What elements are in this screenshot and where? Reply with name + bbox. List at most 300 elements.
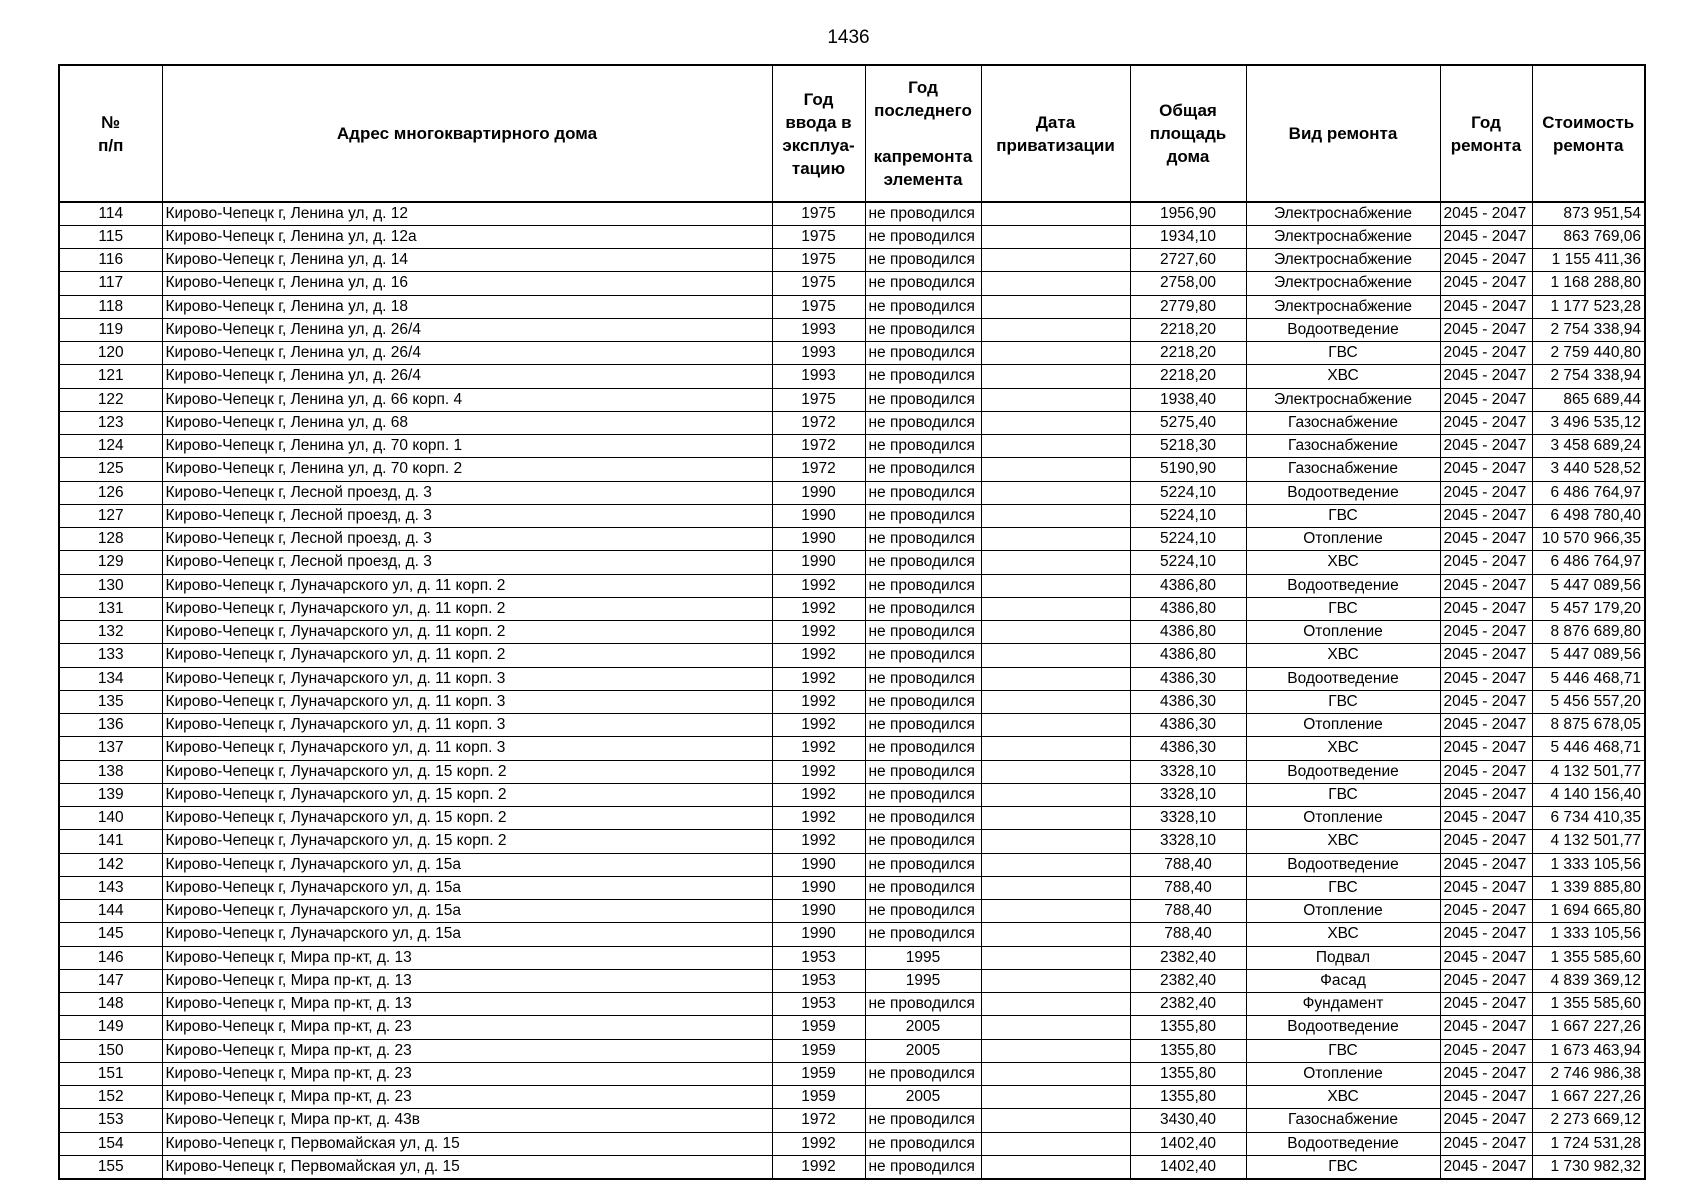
- cost-cell: 10 570 966,35: [1532, 528, 1645, 551]
- repair-year-cell: 2045 - 2047: [1440, 1062, 1532, 1085]
- area-cell: 2382,40: [1130, 969, 1246, 992]
- header-area: [1130, 65, 1246, 202]
- repair-year-cell: 2045 - 2047: [1440, 1132, 1532, 1155]
- repair-type-cell: ХВС: [1246, 737, 1440, 760]
- address-cell: Кирово-Чепецк г, Луначарского ул, д. 11 корп. 2: [162, 597, 772, 620]
- header-line: последнего: [874, 101, 972, 120]
- repair-year-cell: 2045 - 2047: [1440, 993, 1532, 1016]
- area-cell: 5224,10: [1130, 528, 1246, 551]
- repair-year-cell: 2045 - 2047: [1440, 667, 1532, 690]
- year-built-cell: 1990: [772, 923, 865, 946]
- year-built-cell: 1990: [772, 504, 865, 527]
- cost-cell: 5 447 089,56: [1532, 644, 1645, 667]
- year-built-cell: 1972: [772, 435, 865, 458]
- area-cell: 2727,60: [1130, 249, 1246, 272]
- address-cell: Кирово-Чепецк г, Лесной проезд, д. 3: [162, 528, 772, 551]
- repair-year-cell: 2045 - 2047: [1440, 1086, 1532, 1109]
- header-line: тацию: [791, 158, 846, 178]
- row-number-cell: 115: [59, 225, 162, 248]
- address-cell: Кирово-Чепецк г, Лесной проезд, д. 3: [162, 551, 772, 574]
- row-number-cell: 154: [59, 1132, 162, 1155]
- area-cell: 1956,90: [1130, 202, 1246, 225]
- row-number-cell: 130: [59, 574, 162, 597]
- table-row: [59, 435, 1645, 458]
- last-repair-cell: не проводился: [865, 923, 981, 946]
- address-cell: Кирово-Чепецк г, Ленина ул, д. 26/4: [162, 365, 772, 388]
- table-row: [59, 946, 1645, 969]
- area-cell: 2218,20: [1130, 342, 1246, 365]
- last-repair-cell: не проводился: [865, 295, 981, 318]
- area-cell: 5224,10: [1130, 551, 1246, 574]
- year-built-cell: 1992: [772, 1132, 865, 1155]
- row-number-cell: 119: [59, 318, 162, 341]
- row-number-cell: 143: [59, 876, 162, 899]
- repair-year-cell: 2045 - 2047: [1440, 900, 1532, 923]
- area-cell: 4386,80: [1130, 597, 1246, 620]
- header-line: дома: [1166, 147, 1210, 166]
- area-cell: 4386,30: [1130, 667, 1246, 690]
- last-repair-cell: не проводился: [865, 993, 981, 1016]
- repair-type-cell: Подвал: [1246, 946, 1440, 969]
- repair-year-cell: 2045 - 2047: [1440, 946, 1532, 969]
- year-built-cell: 1992: [772, 644, 865, 667]
- repair-type-cell: ХВС: [1246, 644, 1440, 667]
- year-built-cell: 1972: [772, 1109, 865, 1132]
- cost-cell: 4 839 369,12: [1532, 969, 1645, 992]
- area-cell: 3328,10: [1130, 783, 1246, 806]
- repair-type-cell: ГВС: [1246, 342, 1440, 365]
- last-repair-cell: не проводился: [865, 760, 981, 783]
- row-number-cell: 116: [59, 249, 162, 272]
- privatization-cell: [981, 714, 1130, 737]
- last-repair-cell: не проводился: [865, 342, 981, 365]
- privatization-cell: [981, 830, 1130, 853]
- cost-cell: 2 754 338,94: [1532, 318, 1645, 341]
- last-repair-cell: 2005: [865, 1086, 981, 1109]
- area-cell: 3328,10: [1130, 807, 1246, 830]
- repair-type-cell: Электроснабжение: [1246, 272, 1440, 295]
- area-cell: 5224,10: [1130, 481, 1246, 504]
- row-number-cell: 123: [59, 411, 162, 434]
- year-built-cell: 1992: [772, 690, 865, 713]
- row-number-cell: 136: [59, 714, 162, 737]
- table-row: [59, 876, 1645, 899]
- last-repair-cell: не проводился: [865, 807, 981, 830]
- row-number-cell: 132: [59, 621, 162, 644]
- privatization-cell: [981, 900, 1130, 923]
- repair-year-cell: 2045 - 2047: [1440, 481, 1532, 504]
- address-cell: Кирово-Чепецк г, Ленина ул, д. 70 корп. 2: [162, 458, 772, 481]
- address-cell: Кирово-Чепецк г, Ленина ул, д. 14: [162, 249, 772, 272]
- row-number-cell: 145: [59, 923, 162, 946]
- address-cell: Кирово-Чепецк г, Луначарского ул, д. 11 корп. 2: [162, 644, 772, 667]
- table-row: [59, 411, 1645, 434]
- cost-cell: 3 496 535,12: [1532, 411, 1645, 434]
- address-cell: Кирово-Чепецк г, Луначарского ул, д. 15 корп. 2: [162, 760, 772, 783]
- cost-cell: 4 132 501,77: [1532, 760, 1645, 783]
- year-built-cell: 1992: [772, 667, 865, 690]
- privatization-cell: [981, 318, 1130, 341]
- last-repair-cell: не проводился: [865, 411, 981, 434]
- address-cell: Кирово-Чепецк г, Ленина ул, д. 12: [162, 202, 772, 225]
- header-line: п/п: [98, 135, 124, 155]
- header-line: №: [101, 112, 121, 132]
- last-repair-cell: не проводился: [865, 318, 981, 341]
- area-cell: 788,40: [1130, 923, 1246, 946]
- header-line: ремонта: [1450, 135, 1522, 155]
- repair-type-cell: Водоотведение: [1246, 667, 1440, 690]
- table-row: [59, 272, 1645, 295]
- repair-type-cell: ГВС: [1246, 1155, 1440, 1178]
- table-body: [59, 202, 1645, 1179]
- cost-cell: 1 168 288,80: [1532, 272, 1645, 295]
- table-row: [59, 458, 1645, 481]
- last-repair-cell: 2005: [865, 1016, 981, 1039]
- table-row: [59, 597, 1645, 620]
- row-number-cell: 121: [59, 365, 162, 388]
- repair-type-cell: ГВС: [1246, 876, 1440, 899]
- header-line: Год: [1471, 112, 1501, 132]
- address-cell: Кирово-Чепецк г, Лесной проезд, д. 3: [162, 481, 772, 504]
- area-cell: 1402,40: [1130, 1155, 1246, 1178]
- table-row: [59, 295, 1645, 318]
- repair-type-cell: Отопление: [1246, 900, 1440, 923]
- address-cell: Кирово-Чепецк г, Первомайская ул, д. 15: [162, 1132, 772, 1155]
- row-number-cell: 149: [59, 1016, 162, 1039]
- privatization-cell: [981, 807, 1130, 830]
- cost-cell: 1 355 585,60: [1532, 993, 1645, 1016]
- privatization-cell: [981, 690, 1130, 713]
- last-repair-cell: не проводился: [865, 365, 981, 388]
- privatization-cell: [981, 1155, 1130, 1178]
- area-cell: 4386,30: [1130, 690, 1246, 713]
- row-number-cell: 131: [59, 597, 162, 620]
- privatization-cell: [981, 481, 1130, 504]
- privatization-cell: [981, 667, 1130, 690]
- cost-cell: 1 333 105,56: [1532, 853, 1645, 876]
- year-built-cell: 1953: [772, 993, 865, 1016]
- year-built-cell: 1959: [772, 1086, 865, 1109]
- address-cell: Кирово-Чепецк г, Луначарского ул, д. 11 корп. 3: [162, 714, 772, 737]
- address-cell: Кирово-Чепецк г, Луначарского ул, д. 11 корп. 2: [162, 574, 772, 597]
- area-cell: 4386,80: [1130, 621, 1246, 644]
- year-built-cell: 1992: [772, 621, 865, 644]
- repair-year-cell: 2045 - 2047: [1440, 923, 1532, 946]
- year-built-cell: 1990: [772, 528, 865, 551]
- repair-year-cell: 2045 - 2047: [1440, 504, 1532, 527]
- last-repair-cell: не проводился: [865, 597, 981, 620]
- repair-type-cell: ХВС: [1246, 1086, 1440, 1109]
- cost-cell: 1 730 982,32: [1532, 1155, 1645, 1178]
- privatization-cell: [981, 249, 1130, 272]
- table-row: [59, 1016, 1645, 1039]
- privatization-cell: [981, 551, 1130, 574]
- address-cell: Кирово-Чепецк г, Мира пр-кт, д. 23: [162, 1062, 772, 1085]
- repair-type-cell: Электроснабжение: [1246, 249, 1440, 272]
- year-built-cell: 1972: [772, 411, 865, 434]
- last-repair-cell: не проводился: [865, 830, 981, 853]
- cost-cell: 1 355 585,60: [1532, 946, 1645, 969]
- address-cell: Кирово-Чепецк г, Мира пр-кт, д. 23: [162, 1039, 772, 1062]
- header-line: площадь: [1149, 124, 1227, 143]
- cost-cell: 2 273 669,12: [1532, 1109, 1645, 1132]
- repair-type-cell: Газоснабжение: [1246, 411, 1440, 434]
- privatization-cell: [981, 388, 1130, 411]
- area-cell: 1934,10: [1130, 225, 1246, 248]
- privatization-cell: [981, 411, 1130, 434]
- area-cell: 788,40: [1130, 900, 1246, 923]
- last-repair-cell: не проводился: [865, 621, 981, 644]
- cost-cell: 1 673 463,94: [1532, 1039, 1645, 1062]
- area-cell: 4386,80: [1130, 574, 1246, 597]
- table-row: [59, 249, 1645, 272]
- year-built-cell: 1993: [772, 365, 865, 388]
- table-row: [59, 1132, 1645, 1155]
- last-repair-cell: 1995: [865, 969, 981, 992]
- header-line: Год: [908, 78, 938, 97]
- cost-cell: 1 694 665,80: [1532, 900, 1645, 923]
- cost-cell: 5 456 557,20: [1532, 690, 1645, 713]
- table-row: [59, 737, 1645, 760]
- cost-cell: 5 446 468,71: [1532, 737, 1645, 760]
- last-repair-cell: не проводился: [865, 435, 981, 458]
- row-number-cell: 117: [59, 272, 162, 295]
- table-row: [59, 342, 1645, 365]
- year-built-cell: 1990: [772, 551, 865, 574]
- row-number-cell: 128: [59, 528, 162, 551]
- row-number-cell: 125: [59, 458, 162, 481]
- cost-cell: 1 333 105,56: [1532, 923, 1645, 946]
- cost-cell: 1 155 411,36: [1532, 249, 1645, 272]
- row-number-cell: 126: [59, 481, 162, 504]
- table-row: [59, 690, 1645, 713]
- address-cell: Кирово-Чепецк г, Первомайская ул, д. 15: [162, 1155, 772, 1178]
- table-row: [59, 900, 1645, 923]
- privatization-cell: [981, 435, 1130, 458]
- repair-year-cell: 2045 - 2047: [1440, 807, 1532, 830]
- header-num: [59, 65, 162, 202]
- area-cell: 2382,40: [1130, 946, 1246, 969]
- area-cell: 3328,10: [1130, 830, 1246, 853]
- address-cell: Кирово-Чепецк г, Мира пр-кт, д. 23: [162, 1086, 772, 1109]
- privatization-cell: [981, 644, 1130, 667]
- last-repair-cell: не проводился: [865, 481, 981, 504]
- address-cell: Кирово-Чепецк г, Луначарского ул, д. 11 корп. 3: [162, 667, 772, 690]
- repair-type-cell: ХВС: [1246, 551, 1440, 574]
- year-built-cell: 1975: [772, 249, 865, 272]
- repair-year-cell: 2045 - 2047: [1440, 365, 1532, 388]
- last-repair-cell: не проводился: [865, 644, 981, 667]
- cost-cell: 4 132 501,77: [1532, 830, 1645, 853]
- year-built-cell: 1959: [772, 1039, 865, 1062]
- repair-year-cell: 2045 - 2047: [1440, 644, 1532, 667]
- year-built-cell: 1975: [772, 225, 865, 248]
- cost-cell: 3 440 528,52: [1532, 458, 1645, 481]
- header-line: Общая: [1159, 101, 1217, 120]
- cost-cell: 8 875 678,05: [1532, 714, 1645, 737]
- header-cost: [1532, 65, 1645, 202]
- repair-year-cell: 2045 - 2047: [1440, 295, 1532, 318]
- privatization-cell: [981, 272, 1130, 295]
- table-row: [59, 1109, 1645, 1132]
- table-row: [59, 365, 1645, 388]
- repair-year-cell: 2045 - 2047: [1440, 388, 1532, 411]
- repair-year-cell: 2045 - 2047: [1440, 574, 1532, 597]
- repair-type-cell: Водоотведение: [1246, 318, 1440, 341]
- cost-cell: 6 486 764,97: [1532, 551, 1645, 574]
- address-cell: Кирово-Чепецк г, Луначарского ул, д. 15а: [162, 853, 772, 876]
- address-cell: Кирово-Чепецк г, Луначарского ул, д. 15 корп. 2: [162, 830, 772, 853]
- cost-cell: 2 754 338,94: [1532, 365, 1645, 388]
- privatization-cell: [981, 923, 1130, 946]
- area-cell: 1355,80: [1130, 1062, 1246, 1085]
- repair-type-cell: Электроснабжение: [1246, 202, 1440, 225]
- area-cell: 1355,80: [1130, 1086, 1246, 1109]
- cost-cell: 4 140 156,40: [1532, 783, 1645, 806]
- address-cell: Кирово-Чепецк г, Ленина ул, д. 26/4: [162, 342, 772, 365]
- year-built-cell: 1992: [772, 1155, 865, 1178]
- repair-year-cell: 2045 - 2047: [1440, 690, 1532, 713]
- area-cell: 1355,80: [1130, 1039, 1246, 1062]
- year-built-cell: 1990: [772, 481, 865, 504]
- last-repair-cell: не проводился: [865, 225, 981, 248]
- address-cell: Кирово-Чепецк г, Ленина ул, д. 70 корп. 1: [162, 435, 772, 458]
- year-built-cell: 1992: [772, 760, 865, 783]
- row-number-cell: 114: [59, 202, 162, 225]
- repair-year-cell: 2045 - 2047: [1440, 225, 1532, 248]
- address-cell: Кирово-Чепецк г, Луначарского ул, д. 15а: [162, 923, 772, 946]
- address-cell: Кирово-Чепецк г, Ленина ул, д. 12а: [162, 225, 772, 248]
- privatization-cell: [981, 458, 1130, 481]
- address-cell: Кирово-Чепецк г, Ленина ул, д. 26/4: [162, 318, 772, 341]
- repair-year-cell: 2045 - 2047: [1440, 737, 1532, 760]
- repair-type-cell: ХВС: [1246, 365, 1440, 388]
- repair-type-cell: ХВС: [1246, 830, 1440, 853]
- header-line: ремонта: [1553, 135, 1624, 155]
- area-cell: 4386,30: [1130, 737, 1246, 760]
- table-row: [59, 481, 1645, 504]
- privatization-cell: [981, 853, 1130, 876]
- address-cell: Кирово-Чепецк г, Луначарского ул, д. 11 корп. 3: [162, 737, 772, 760]
- repair-year-cell: 2045 - 2047: [1440, 969, 1532, 992]
- last-repair-cell: не проводился: [865, 1132, 981, 1155]
- cost-cell: 5 447 089,56: [1532, 574, 1645, 597]
- last-repair-cell: не проводился: [865, 574, 981, 597]
- header-line: [868, 122, 979, 145]
- row-number-cell: 139: [59, 783, 162, 806]
- cost-cell: 1 667 227,26: [1532, 1086, 1645, 1109]
- privatization-cell: [981, 1132, 1130, 1155]
- repair-year-cell: 2045 - 2047: [1440, 435, 1532, 458]
- year-built-cell: 1975: [772, 388, 865, 411]
- privatization-cell: [981, 783, 1130, 806]
- area-cell: 788,40: [1130, 853, 1246, 876]
- table-row: [59, 551, 1645, 574]
- repair-type-cell: Водоотведение: [1246, 481, 1440, 504]
- repair-type-cell: ГВС: [1246, 597, 1440, 620]
- row-number-cell: 135: [59, 690, 162, 713]
- table-row: [59, 225, 1645, 248]
- last-repair-cell: не проводился: [865, 690, 981, 713]
- cost-cell: 863 769,06: [1532, 225, 1645, 248]
- cost-cell: 3 458 689,24: [1532, 435, 1645, 458]
- row-number-cell: 142: [59, 853, 162, 876]
- repair-type-cell: ГВС: [1246, 1039, 1440, 1062]
- privatization-cell: [981, 295, 1130, 318]
- repair-type-cell: Отопление: [1246, 807, 1440, 830]
- table-row: [59, 388, 1645, 411]
- repair-year-cell: 2045 - 2047: [1440, 1039, 1532, 1062]
- header-line: капремонта: [873, 147, 973, 166]
- last-repair-cell: 1995: [865, 946, 981, 969]
- year-built-cell: 1993: [772, 342, 865, 365]
- repair-year-cell: 2045 - 2047: [1440, 597, 1532, 620]
- privatization-cell: [981, 574, 1130, 597]
- repair-year-cell: 2045 - 2047: [1440, 342, 1532, 365]
- area-cell: 2382,40: [1130, 993, 1246, 1016]
- repair-type-cell: Газоснабжение: [1246, 458, 1440, 481]
- repair-type-cell: Водоотведение: [1246, 1016, 1440, 1039]
- repair-year-cell: 2045 - 2047: [1440, 1109, 1532, 1132]
- cost-cell: 6 498 780,40: [1532, 504, 1645, 527]
- repair-type-cell: Водоотведение: [1246, 760, 1440, 783]
- repair-type-cell: Электроснабжение: [1246, 295, 1440, 318]
- last-repair-cell: не проводился: [865, 1155, 981, 1178]
- header-line: Стоимость: [1542, 112, 1635, 132]
- repair-year-cell: 2045 - 2047: [1440, 1016, 1532, 1039]
- address-cell: Кирово-Чепецк г, Луначарского ул, д. 15 корп. 2: [162, 807, 772, 830]
- repair-year-cell: 2045 - 2047: [1440, 411, 1532, 434]
- privatization-cell: [981, 737, 1130, 760]
- year-built-cell: 1992: [772, 574, 865, 597]
- cost-cell: 1 724 531,28: [1532, 1132, 1645, 1155]
- page-number: 1436: [827, 27, 870, 48]
- privatization-cell: [981, 1086, 1130, 1109]
- address-cell: Кирово-Чепецк г, Мира пр-кт, д. 13: [162, 993, 772, 1016]
- year-built-cell: 1992: [772, 714, 865, 737]
- repair-year-cell: 2045 - 2047: [1440, 783, 1532, 806]
- area-cell: 1355,80: [1130, 1016, 1246, 1039]
- cost-cell: 1 177 523,28: [1532, 295, 1645, 318]
- year-built-cell: 1992: [772, 830, 865, 853]
- row-number-cell: 148: [59, 993, 162, 1016]
- last-repair-cell: не проводился: [865, 1109, 981, 1132]
- header-repair-type: Вид ремонта: [1246, 65, 1440, 202]
- last-repair-cell: не проводился: [865, 783, 981, 806]
- area-cell: 5275,40: [1130, 411, 1246, 434]
- row-number-cell: 124: [59, 435, 162, 458]
- repair-type-cell: Отопление: [1246, 1062, 1440, 1085]
- repair-year-cell: 2045 - 2047: [1440, 714, 1532, 737]
- cost-cell: 1 667 227,26: [1532, 1016, 1645, 1039]
- table-row: [59, 830, 1645, 853]
- table-row: [59, 783, 1645, 806]
- repair-type-cell: ГВС: [1246, 783, 1440, 806]
- table-row: [59, 1062, 1645, 1085]
- last-repair-cell: не проводился: [865, 528, 981, 551]
- address-cell: Кирово-Чепецк г, Лесной проезд, д. 3: [162, 504, 772, 527]
- table-row: [59, 1086, 1645, 1109]
- repair-type-cell: Отопление: [1246, 528, 1440, 551]
- year-built-cell: 1992: [772, 737, 865, 760]
- year-built-cell: 1992: [772, 597, 865, 620]
- last-repair-cell: не проводился: [865, 388, 981, 411]
- header-line: элемента: [883, 170, 963, 189]
- address-cell: Кирово-Чепецк г, Луначарского ул, д. 15 корп. 2: [162, 783, 772, 806]
- table-row: [59, 714, 1645, 737]
- privatization-cell: [981, 621, 1130, 644]
- row-number-cell: 129: [59, 551, 162, 574]
